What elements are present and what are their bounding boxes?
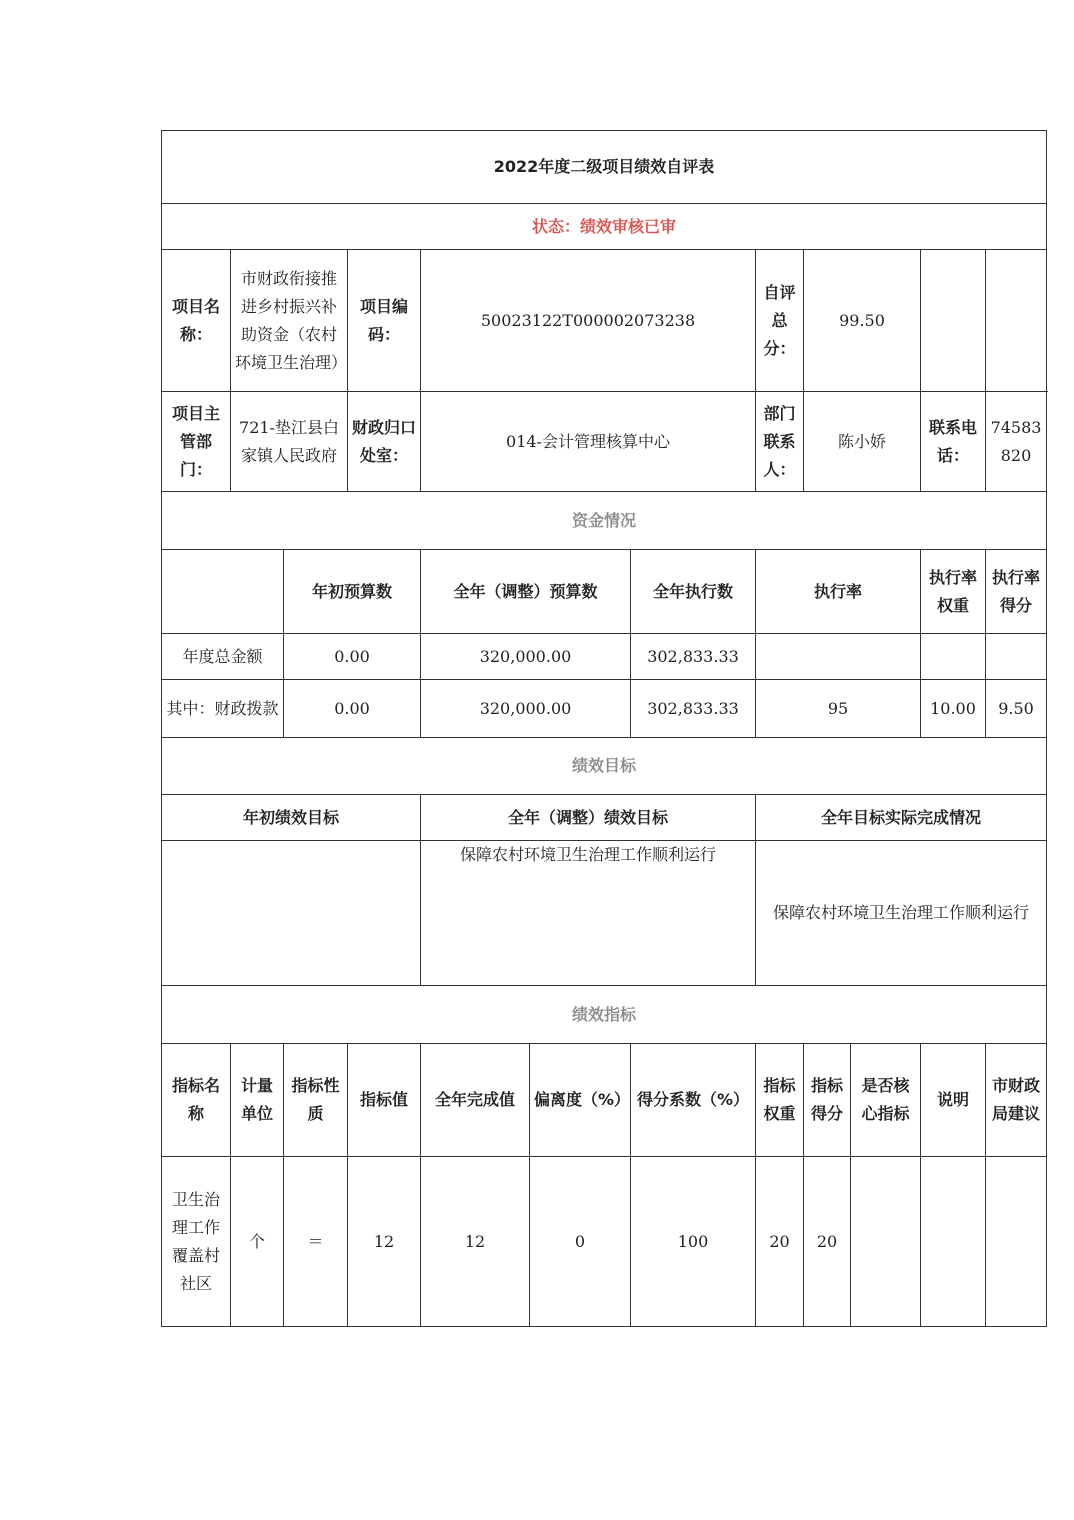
indicator-name: 卫生治理工作覆盖村社区 — [162, 1157, 231, 1327]
indicator-row — [162, 1157, 1047, 1327]
funds-row-label: 年度总金额 — [162, 634, 284, 680]
funds-weight-value — [921, 634, 986, 680]
contact-label: 部门联系人： — [756, 392, 804, 492]
funds-rate-value — [756, 634, 921, 680]
form-title: 2022年度二级项目绩效自评表 — [162, 131, 1047, 204]
indicator-header-coefficient: 得分系数（%） — [631, 1044, 756, 1157]
project-code-label: 项目编码： — [348, 250, 421, 392]
goals-header-adjusted: 全年（调整）绩效目标 — [421, 795, 756, 841]
funds-initial-value: 0.00 — [284, 634, 421, 680]
funds-row-fiscal — [162, 680, 1047, 738]
indicator-value: 12 — [348, 1157, 421, 1327]
indicator-header-unit: 计量单位 — [231, 1044, 284, 1157]
funds-executed-value: 302,833.33 — [631, 634, 756, 680]
indicator-header-value: 指标值 — [348, 1044, 421, 1157]
project-name-label: 项目名称： — [162, 250, 231, 392]
funds-rate-value: 95 — [756, 680, 921, 738]
indicator-note — [921, 1157, 986, 1327]
indicator-header-nature: 指标性质 — [284, 1044, 348, 1157]
goals-section-heading: 绩效目标 — [162, 738, 1047, 795]
funds-header-score: 执行率得分 — [986, 550, 1047, 634]
office-label: 财政归口处室： — [348, 392, 421, 492]
funds-header-adjusted: 全年（调整）预算数 — [421, 550, 631, 634]
office-value: 014-会计管理核算中心 — [421, 392, 756, 492]
funds-adjusted-value: 320,000.00 — [421, 680, 631, 738]
contact-value: 陈小娇 — [804, 392, 921, 492]
indicator-unit: 个 — [231, 1157, 284, 1327]
phone-label: 联系电话： — [921, 392, 986, 492]
indicator-header-suggestion: 市财政局建议 — [986, 1044, 1047, 1157]
dept-value: 721-垫江县白家镇人民政府 — [231, 392, 348, 492]
funds-header-executed: 全年执行数 — [631, 550, 756, 634]
empty-cell — [986, 250, 1047, 392]
indicators-section-heading: 绩效指标 — [162, 986, 1047, 1044]
indicator-header-deviation: 偏离度（%） — [530, 1044, 631, 1157]
dept-label: 项目主管部门： — [162, 392, 231, 492]
goals-initial-value — [162, 841, 421, 986]
funds-score-value — [986, 634, 1047, 680]
indicator-nature: ＝ — [284, 1157, 348, 1327]
funds-row-label: 其中：财政拨款 — [162, 680, 284, 738]
indicator-deviation: 0 — [530, 1157, 631, 1327]
funds-corner-cell — [162, 550, 284, 634]
goals-header-actual: 全年目标实际完成情况 — [756, 795, 1047, 841]
phone-value: 74583820 — [986, 392, 1047, 492]
indicator-core — [851, 1157, 921, 1327]
funds-section-heading: 资金情况 — [162, 492, 1047, 550]
funds-header-initial: 年初预算数 — [284, 550, 421, 634]
goals-adjusted-value: 保障农村环境卫生治理工作顺利运行 — [421, 841, 756, 986]
indicator-header-weight: 指标权重 — [756, 1044, 804, 1157]
performance-form-table — [161, 130, 1047, 1327]
funds-initial-value: 0.00 — [284, 680, 421, 738]
score-value: 99.50 — [804, 250, 921, 392]
project-code-value: 50023122T000002073238 — [421, 250, 756, 392]
goals-actual-value: 保障农村环境卫生治理工作顺利运行 — [756, 841, 1047, 986]
funds-adjusted-value: 320,000.00 — [421, 634, 631, 680]
indicator-score: 20 — [804, 1157, 851, 1327]
indicator-suggestion — [986, 1157, 1047, 1327]
funds-executed-value: 302,833.33 — [631, 680, 756, 738]
indicator-header-name: 指标名称 — [162, 1044, 231, 1157]
funds-weight-value: 10.00 — [921, 680, 986, 738]
funds-row-total — [162, 634, 1047, 680]
indicator-coefficient: 100 — [631, 1157, 756, 1327]
indicator-header-score: 指标得分 — [804, 1044, 851, 1157]
funds-score-value: 9.50 — [986, 680, 1047, 738]
status-text: 状态：绩效审核已审 — [162, 204, 1047, 250]
goals-header-initial: 年初绩效目标 — [162, 795, 421, 841]
funds-header-rate: 执行率 — [756, 550, 921, 634]
indicator-weight: 20 — [756, 1157, 804, 1327]
indicator-header-completed: 全年完成值 — [421, 1044, 530, 1157]
project-name-value: 市财政衔接推进乡村振兴补助资金（农村环境卫生治理） — [231, 250, 348, 392]
score-label: 自评总分： — [756, 250, 804, 392]
funds-header-weight: 执行率权重 — [921, 550, 986, 634]
empty-cell — [921, 250, 986, 392]
indicator-header-core: 是否核心指标 — [851, 1044, 921, 1157]
indicator-completed: 12 — [421, 1157, 530, 1327]
indicator-header-note: 说明 — [921, 1044, 986, 1157]
